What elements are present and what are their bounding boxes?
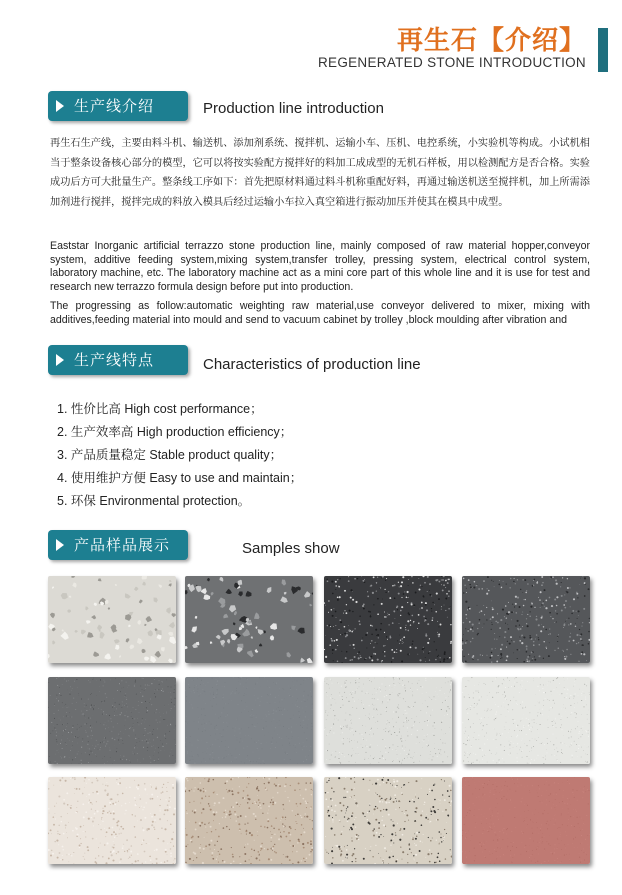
sample-tile (185, 677, 313, 764)
production-line-chinese-text: 再生石生产线，主要由料斗机、输送机、添加剂系统、搅拌机、运输小车、压机、电控系统，小实验机等构成。小试机相当于整条设备核心部分的模型，它可以将按实验配方搅拌好的料加工成成型的无机石样板，用以检测配方是否合格。实验成功后方可大批量生产。整条线工序如下：首先把原材料通过料斗机称重配好料，再通过输送机送至搅拌机，加上所需添加剂进行搅拌，搅拌完成的料放入模具后经过运输小车拉入真空箱进行振动加压并使其在模具中成型。 (50, 138, 590, 208)
header-accent-bar (598, 28, 608, 72)
sample-tile (185, 777, 313, 864)
production-line-english-text: Eaststar Inorganic artificial terrazzo stone production line, mainly composed of raw material hopper,conveyor system, additive feeding system,mixing system,transfer trolley, pressing system, electrical control system, laboratory machine, etc. The laboratory machine act as a mini core part of this whole line and it is use for test and research new terrazzo formula design before put into production. (50, 240, 590, 293)
production-process-english-text: The progressing as follow:automatic weighting raw material,use conveyor delivered to mixer, mixing with additives,feeding material into mould and send to vacuum cabinet by trolley ,block moulding after vibration and (50, 300, 590, 326)
section-label-samples: 产品样品展示 (48, 530, 188, 560)
section-title-characteristics: Characteristics of production line (203, 356, 421, 373)
page-subtitle: REGENERATED STONE INTRODUCTION (317, 55, 586, 70)
sample-tile (48, 777, 176, 864)
samples-grid (48, 576, 588, 866)
sample-tile (48, 677, 176, 764)
feature-list (57, 398, 302, 513)
sample-tile (462, 677, 590, 764)
production-process-text-clip (50, 300, 590, 330)
section-title-production-line: Production line introduction (203, 100, 384, 117)
section-label-characteristics: 生产线特点 (48, 345, 188, 375)
sample-tile (324, 576, 452, 663)
page-title: 再生石【介绍】 (396, 26, 586, 56)
feature-item: 1. 性价比高 High cost performance； (57, 402, 263, 416)
sample-tile (324, 777, 452, 864)
sample-tile (185, 576, 313, 663)
section-title-samples: Samples show (242, 540, 340, 557)
feature-item: 2. 生产效率高 High production efficiency； (57, 425, 293, 439)
sample-tile (324, 677, 452, 764)
feature-item: 3. 产品质量稳定 Stable product quality； (57, 448, 283, 462)
sample-tile (462, 576, 590, 663)
sample-tile (48, 576, 176, 663)
feature-item: 5. 环保 Environmental protection。 (57, 494, 251, 508)
feature-item: 4. 使用维护方便 Easy to use and maintain； (57, 471, 303, 485)
section-label-production-line: 生产线介绍 (48, 91, 188, 121)
sample-tile (462, 777, 590, 864)
